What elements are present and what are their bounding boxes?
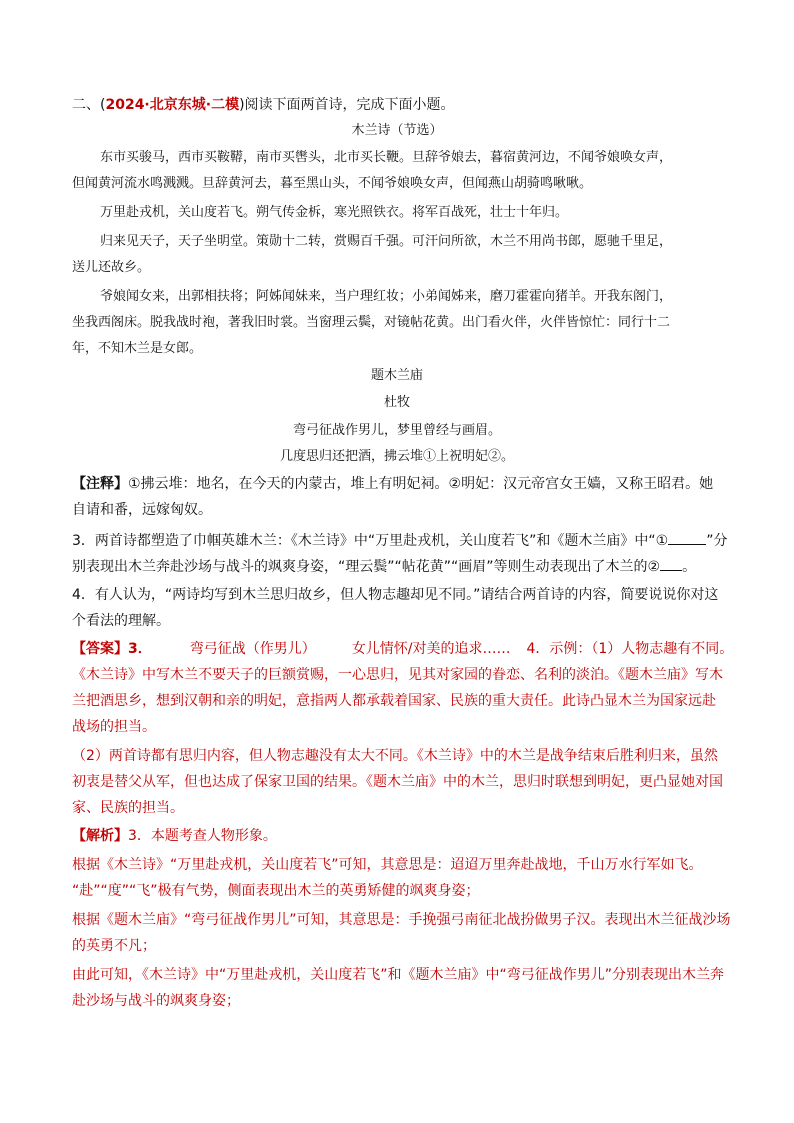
poem1-paragraph3-line2: 送儿还故乡。 <box>72 260 151 275</box>
question3-line1 <box>72 530 727 551</box>
answer-line5: （2）两首诗都有思归内容，但人物志趣没有太大不同。《木兰诗》中的木兰是战争结束后胜利归来，虽然 <box>72 748 718 764</box>
question3-blank-1[interactable] <box>668 530 706 545</box>
analysis-line3: “赴”“度”“飞”极有气势，侧面表现出木兰的英勇矫健的飒爽身姿； <box>72 883 480 899</box>
poem2-title: 题木兰庙 <box>370 368 423 383</box>
question3-text-2b: 。 <box>682 559 697 575</box>
question3-text-1b: ”分 <box>706 533 728 549</box>
section-header-prefix: 二、( <box>72 97 106 113</box>
answer-line1 <box>72 639 733 659</box>
poem1-paragraph1-line2: 但闻黄河流水鸣溅溅。旦辞黄河去，暮至黑山头，不闻爷娘唤女声，但闻燕山胡骑鸣啾啾。 <box>72 176 593 191</box>
analysis-line5: 的英勇不凡； <box>72 938 156 954</box>
answer-q3-blank2: 女儿情怀/对美的追求…… <box>351 641 511 657</box>
poem1-paragraph4-line2: 坐我西阁床。脱我战时袍，著我旧时裳。当窗理云鬓，对镜帖花黄。出门看火伴，火伴皆惊忙：同行十二 <box>72 315 671 330</box>
analysis-label: 【解析】 <box>72 828 128 844</box>
section-header <box>72 95 455 115</box>
poem1-paragraph4-line3: 年，不知木兰是女郎。 <box>72 341 203 356</box>
section-header-suffix: )阅读下面两首诗，完成下面小题。 <box>239 97 455 113</box>
analysis-line6: 由此可知，《木兰诗》中“万里赴戎机，关山度若飞”和《题木兰庙》中“弯弓征战作男儿”分别表现出木兰奔 <box>72 967 725 983</box>
question3-line2 <box>72 556 696 577</box>
poem1-title: 木兰诗（节选） <box>351 123 443 138</box>
answer-line7: 家、民族的担当。 <box>72 800 184 816</box>
answer-line3: 兰把酒思乡，想到汉朝和亲的明妃，意指两人都承载着国家、民族的重大责任。此诗凸显木兰为国家远赴 <box>72 693 716 709</box>
poem2-line1: 弯弓征战作男儿，梦里曾经与画眉。 <box>292 423 501 438</box>
answer-line4: 战场的担当。 <box>72 719 156 735</box>
poem1-paragraph3-line1: 归来见天子，天子坐明堂。策勋十二转，赏赐百千强。可汗问所欲，木兰不用尚书郎，愿驰千里足， <box>100 234 673 249</box>
answer-q3-blank1: 弯弓征战（作男儿） <box>189 641 316 657</box>
note-line2: 自请和番，远嫁匈奴。 <box>72 502 212 518</box>
answer-line2: 《木兰诗》中写木兰不要天子的巨额赏赐，一心思归，见其对家园的眷恋、名利的淡泊。《题木兰庙》写木 <box>72 667 723 683</box>
analysis-line7: 赴沙场与战斗的飒爽身姿； <box>72 993 240 1009</box>
question3-text-2a: 别表现出木兰奔赴沙场与战斗的飒爽身姿，“理云鬓”“帖花黄”“画眉”等则生动表现出了木兰的② <box>72 559 661 575</box>
question4-line1: 4．有人认为，“两诗均写到木兰思归故乡，但人物志趣却见不同。”请结合两首诗的内容，简要说说你对这 <box>72 587 719 603</box>
note-line1 <box>72 474 713 494</box>
poem2-line2: 几度思归还把酒，拂云堆①上祝明妃②。 <box>279 449 514 464</box>
answer-line6: 初衷是替父从军，但也达成了保家卫国的结果。《题木兰庙》中的木兰，思归时联想到明妃，更凸显她对国 <box>72 774 723 790</box>
analysis-line1 <box>72 826 277 846</box>
analysis-text-1: 3．本题考查人物形象。 <box>128 828 277 844</box>
poem1-paragraph1-line1: 东市买骏马，西市买鞍鞯，南市买辔头，北市买长鞭。旦辞爷娘去，暮宿黄河边，不闻爷娘唤女声， <box>100 150 673 165</box>
note-text-1: ①拂云堆：地名，在今天的内蒙古，堆上有明妃祠。②明妃：汉元帝宫女王嫱，又称王昭君。她 <box>128 476 714 492</box>
section-header-source: 2024·北京东城·二模 <box>105 97 240 113</box>
question3-text-1a: 3．两首诗都塑造了巾帼英雄木兰：《木兰诗》中“万里赴戎机，关山度若飞”和《题木兰庙》中“① <box>72 533 669 549</box>
question4-line2: 个看法的理解。 <box>72 613 170 629</box>
poem1-paragraph2: 万里赴戎机，关山度若飞。朔气传金柝，寒光照铁衣。将军百战死，壮士十年归。 <box>100 205 569 220</box>
analysis-line4: 根据《题木兰庙》“弯弓征战作男儿”可知，其意思是：手挽强弓南征北战扮做男子汉。表现出木兰征战沙场 <box>72 912 731 928</box>
note-label: 【注释】 <box>72 476 128 492</box>
poem2-author: 杜牧 <box>383 395 410 410</box>
question3-blank-2[interactable] <box>660 556 682 571</box>
poem1-paragraph4-line1: 爷娘闻女来，出郭相扶将；阿姊闻妹来，当户理红妆；小弟闻姊来，磨刀霍霍向猪羊。开我东阁门， <box>100 289 673 304</box>
answer-q3-number: 3． <box>128 641 152 657</box>
answer-label: 【答案】 <box>72 641 128 657</box>
answer-q4-start: 4．示例：（1）人物志趣有不同。 <box>526 641 734 657</box>
analysis-line2: 根据《木兰诗》“万里赴戎机，关山度若飞”可知，其意思是：迢迢万里奔赴战地，千山万水行军如飞。 <box>72 857 703 873</box>
